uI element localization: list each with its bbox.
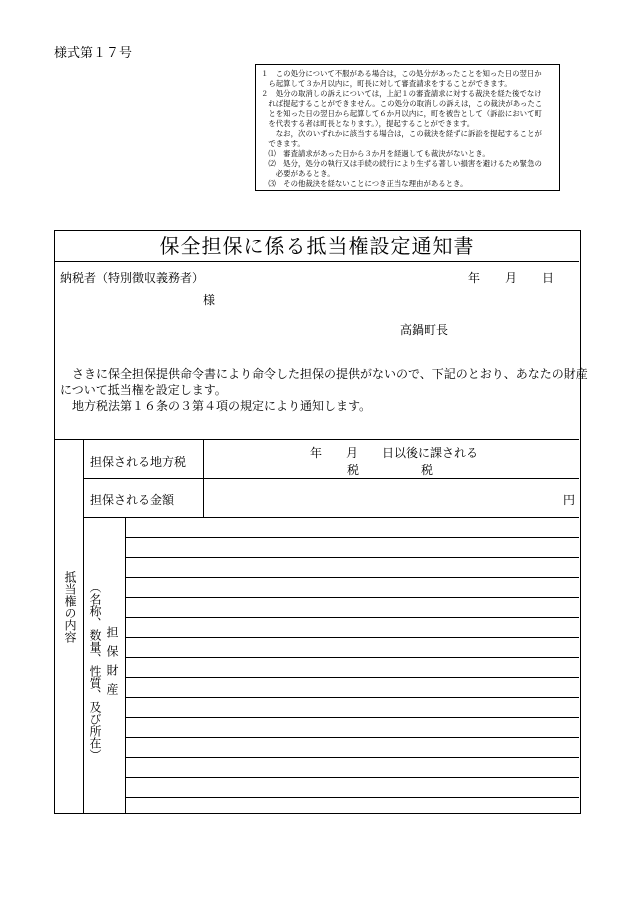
body-text-line: について抵当権を設定します。 [60, 383, 227, 397]
ruled-line [125, 797, 579, 798]
notice-line: を代表する者は町長となります。），提起することができます。 [261, 119, 475, 128]
date-month: 月 [505, 271, 518, 285]
table-top-border [55, 439, 579, 440]
ruled-line [125, 677, 579, 678]
notice-line: ２ 処分の取消しの訴えについては，上記１の審査請求に対する裁決を経た後でなけ [261, 89, 542, 98]
property-sublabel: （名称、数量、性質、及び所在） [88, 581, 102, 761]
row-divider [83, 478, 579, 479]
secured-tax-kind: 税 [421, 463, 434, 477]
ruled-line [125, 717, 579, 718]
amount-unit: 円 [563, 493, 576, 507]
notice-form [54, 230, 588, 814]
ruled-line [125, 737, 579, 738]
body-text-line: さきに保全担保提供命令書により命令した担保の提供がないので、下記のとおり、あなたの財産 [60, 367, 588, 381]
property-label: 担保財産 [105, 626, 119, 702]
ruled-line [125, 697, 579, 698]
secured-amount-label: 担保される金額 [90, 493, 175, 507]
ruled-line [125, 657, 579, 658]
notice-line: なお，次のいずれかに該当する場合は，この裁決を経ずに訴訟を提起することが [261, 129, 542, 138]
notice-line: ら起算して３か月以内に，町長に対して審査請求をすることができます。 [261, 79, 512, 88]
ruled-line [125, 637, 579, 638]
appeal-notice-box [255, 64, 560, 191]
notice-line: れば提起することができません。この処分の取消しの訴えは，この裁決があったこ [261, 99, 543, 108]
ruled-line [125, 777, 579, 778]
notice-line: ⑵ 処分，処分の執行又は手続の続行により生ずる著しい損害を避けるため緊急の [261, 159, 542, 168]
notice-line: できます。 [261, 139, 305, 148]
secured-tax-kind: 税 [347, 463, 360, 477]
row-divider [83, 517, 579, 518]
secured-tax-label: 担保される地方税 [90, 455, 187, 469]
ruled-line [125, 757, 579, 758]
form-number: 様式第１７号 [54, 46, 133, 61]
honorific: 様 [203, 293, 216, 307]
section-label: 抵当権の内容 [63, 571, 77, 643]
ruled-line [125, 617, 579, 618]
notice-line: とを知った日の翌日から起算して６か月以内に，町を被告として（訴訟において町 [261, 109, 542, 118]
notice-line: １ この処分について不服がある場合は，この処分があったことを知った日の翌日か [261, 69, 542, 78]
ruled-line [125, 557, 579, 558]
document-title: 保全担保に係る抵当権設定通知書 [55, 231, 579, 262]
body-text-line: 地方税法第１６条の３第４項の規定により通知します。 [60, 399, 372, 413]
issuer-name: 高鍋町長 [400, 323, 449, 337]
secured-tax-period: 年 月 日以後に課される [310, 446, 479, 460]
notice-line: ⑶ その他裁決を経ないことにつき正当な理由があるとき。 [261, 179, 468, 188]
date-year: 年 [468, 271, 481, 285]
ruled-line [125, 577, 579, 578]
ruled-line [125, 597, 579, 598]
taxpayer-label: 納税者（特別徴収義務者） [60, 271, 205, 285]
section-divider [83, 439, 84, 813]
ruled-line [125, 537, 579, 538]
date-day: 日 [542, 271, 555, 285]
notice-line: 必要があるとき。 [261, 169, 335, 178]
notice-line: ⑴ 審査請求があった日から３か月を経過しても裁決がないとき。 [261, 149, 490, 158]
property-divider [125, 517, 126, 813]
